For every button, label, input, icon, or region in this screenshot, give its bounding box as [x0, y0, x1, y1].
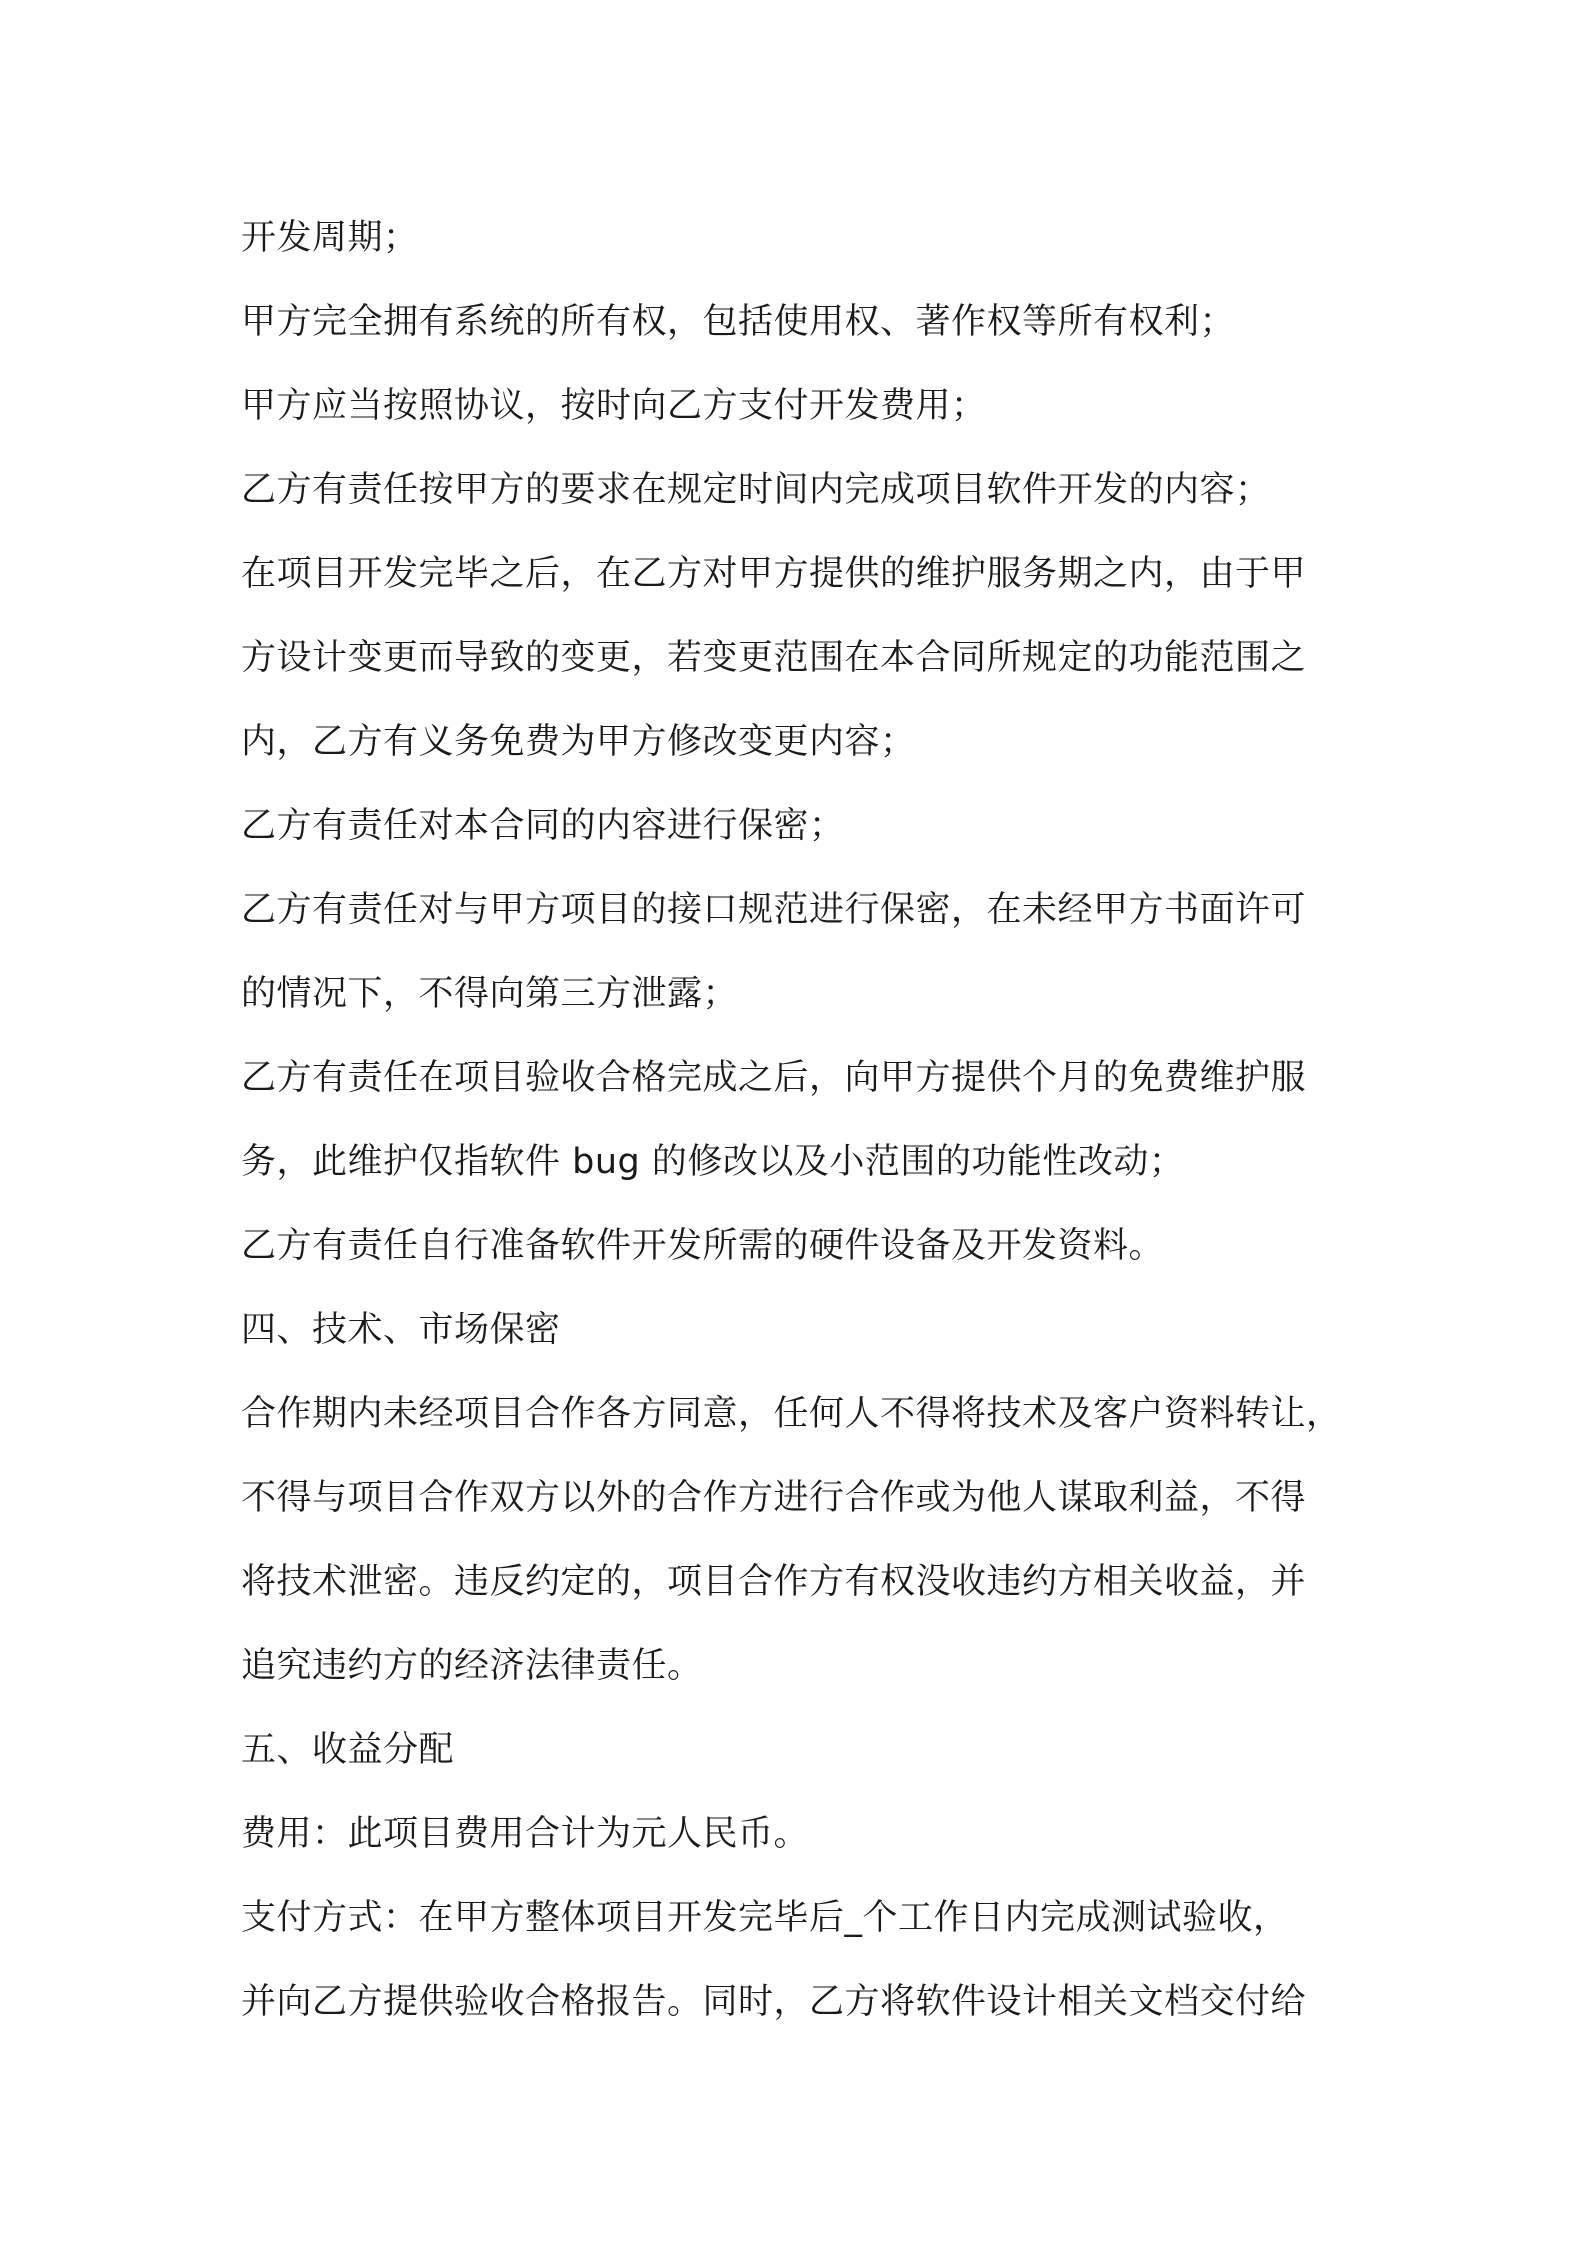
text-line: 不得与项目合作双方以外的合作方进行合作或为他人谋取利益，不得	[241, 1478, 1307, 1518]
text-line: 支付方式：在甲方整体项目开发完毕后_个工作日内完成测试验收，	[241, 1898, 1289, 1938]
section-heading: 五、收益分配	[241, 1730, 455, 1770]
text-line: 乙方有责任对本合同的内容进行保密；	[241, 806, 845, 846]
text-line: 内，乙方有义务免费为甲方修改变更内容；	[241, 722, 916, 762]
text-line: 将技术泄密。违反约定的，项目合作方有权没收违约方相关收益，并	[241, 1562, 1307, 1602]
text-line: 追究违约方的经济法律责任。	[241, 1646, 703, 1686]
text-line: 乙方有责任按甲方的要求在规定时间内完成项目软件开发的内容；	[241, 470, 1271, 510]
text-line: 甲方应当按照协议，按时向乙方支付开发费用；	[241, 386, 987, 426]
text-line: 甲方完全拥有系统的所有权，包括使用权、著作权等所有权利；	[241, 302, 1236, 342]
text-line: 在项目开发完毕之后，在乙方对甲方提供的维护服务期之内，由于甲	[241, 554, 1307, 594]
document-body	[241, 196, 1371, 2044]
text-line: 方设计变更而导致的变更，若变更范围在本合同所规定的功能范围之	[241, 638, 1307, 678]
text-line: 乙方有责任自行准备软件开发所需的硬件设备及开发资料。	[241, 1226, 1165, 1266]
text-line: 并向乙方提供验收合格报告。同时，乙方将软件设计相关文档交付给	[241, 1982, 1307, 2022]
section-heading: 四、技术、市场保密	[241, 1310, 561, 1350]
text-line: 费用：此项目费用合计为元人民币。	[241, 1814, 810, 1854]
text-line: 开发周期；	[241, 218, 419, 258]
text-line: 乙方有责任对与甲方项目的接口规范进行保密，在未经甲方书面许可	[241, 890, 1307, 930]
text-line: 的情况下，不得向第三方泄露；	[241, 974, 739, 1014]
text-line: 务，此维护仅指软件 bug 的修改以及小范围的功能性改动；	[241, 1142, 1185, 1182]
text-line: 乙方有责任在项目验收合格完成之后，向甲方提供个月的免费维护服	[241, 1058, 1307, 1098]
text-line: 合作期内未经项目合作各方同意，任何人不得将技术及客户资料转让，	[241, 1394, 1342, 1434]
